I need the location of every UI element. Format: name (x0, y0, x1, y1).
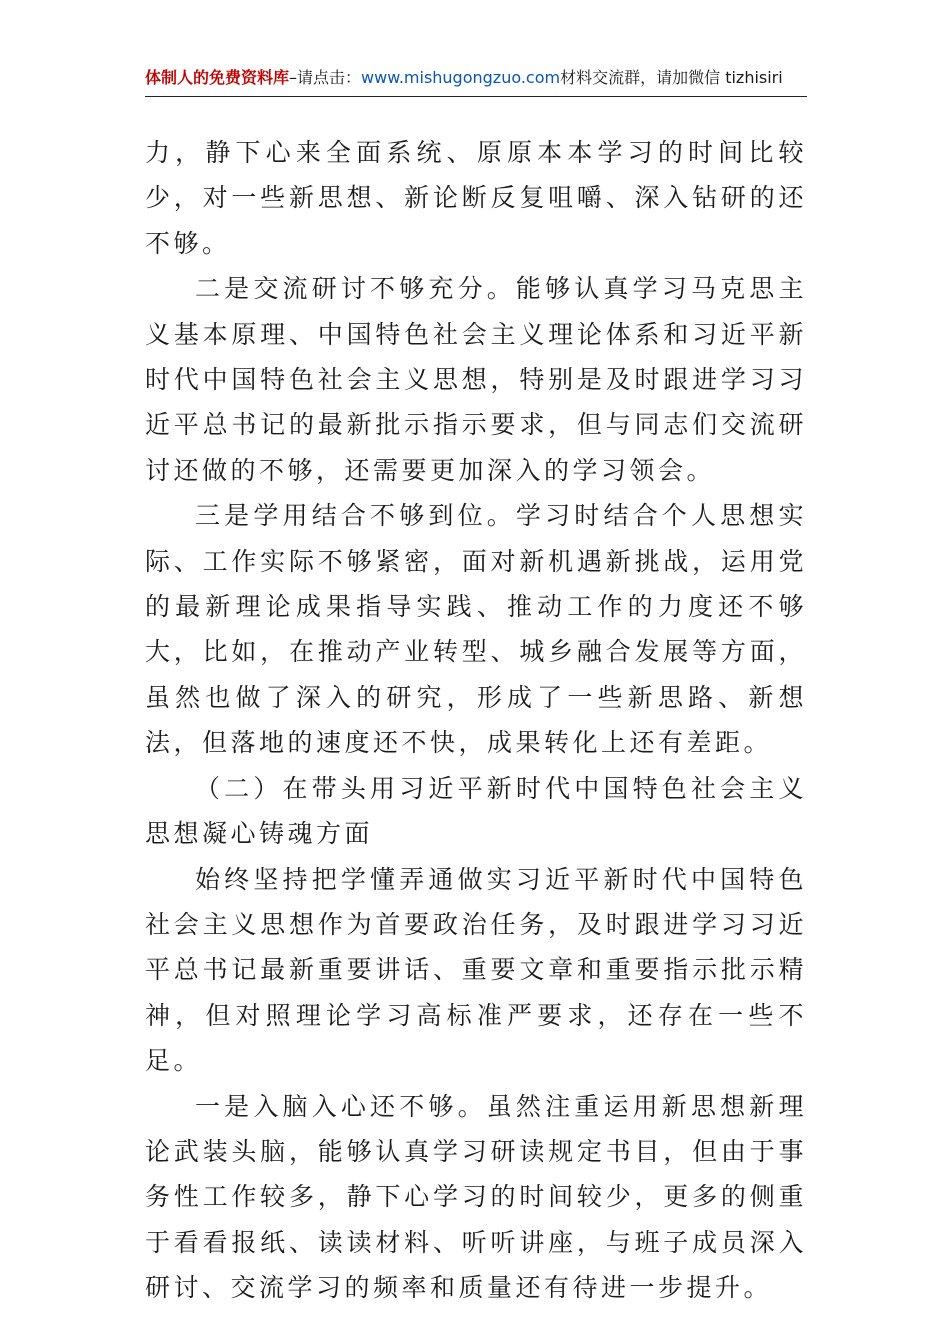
paragraph-section-intro: 始终坚持把学懂弄通做实习近平新时代中国特色社会主义思想作为首要政治任务，及时跟进学习习近平总书记最新重要讲话、重要文章和重要指示批示精神，但对照理论学习高标准严要求，还存在一些不足。 (145, 864, 807, 1076)
paragraph-point-one: 一是入脑入心还不够。虽然注重运用新思想新理论武装头脑，能够认真学习研读规定书目，但由于事务性工作较多，静下心学习的时间较少，更多的侧重于看看报纸、读读材料、听听讲座，与班子成员深入研讨、交流学习的频率和质量还有待进一步提升。 (145, 1091, 807, 1303)
header-prompt: –请点击： (289, 68, 362, 87)
section-heading: （二）在带头用习近平新时代中国特色社会主义思想凝心铸魂方面 (145, 773, 807, 849)
paragraph-point-two: 二是交流研讨不够充分。能够认真学习马克思主义基本原理、中国特色社会主义理论体系和习近平新时代中国特色社会主义思想，特别是及时跟进学习习近平总书记的最新批示指示要求，但与同志们交流研讨还做的不够，还需要更加深入的学习领会。 (145, 274, 807, 485)
page-header (145, 64, 807, 97)
paragraph-point-three: 三是学用结合不够到位。学习时结合个人思想实际、工作实际不够紧密，面对新机遇新挑战，运用党的最新理论成果指导实践、推动工作的力度还不够大，比如，在推动产业转型、城乡融合发展等方面，虽然也做了深入的研究，形成了一些新思路、新想法，但落地的速度还不快，成果转化上还有差距。 (145, 501, 807, 758)
paragraph-continued: 力，静下心来全面系统、原原本本学习的时间比较少，对一些新思想、新论断反复咀嚼、深入钻研的还不够。 (145, 138, 807, 258)
header-link[interactable]: www.mishugongzuo.com (361, 68, 561, 87)
document-body (145, 130, 807, 1311)
header-wechat-note: 材料交流群，请加微信 tizhisiri (560, 68, 783, 87)
header-brand: 体制人的免费资料库 (145, 68, 290, 87)
